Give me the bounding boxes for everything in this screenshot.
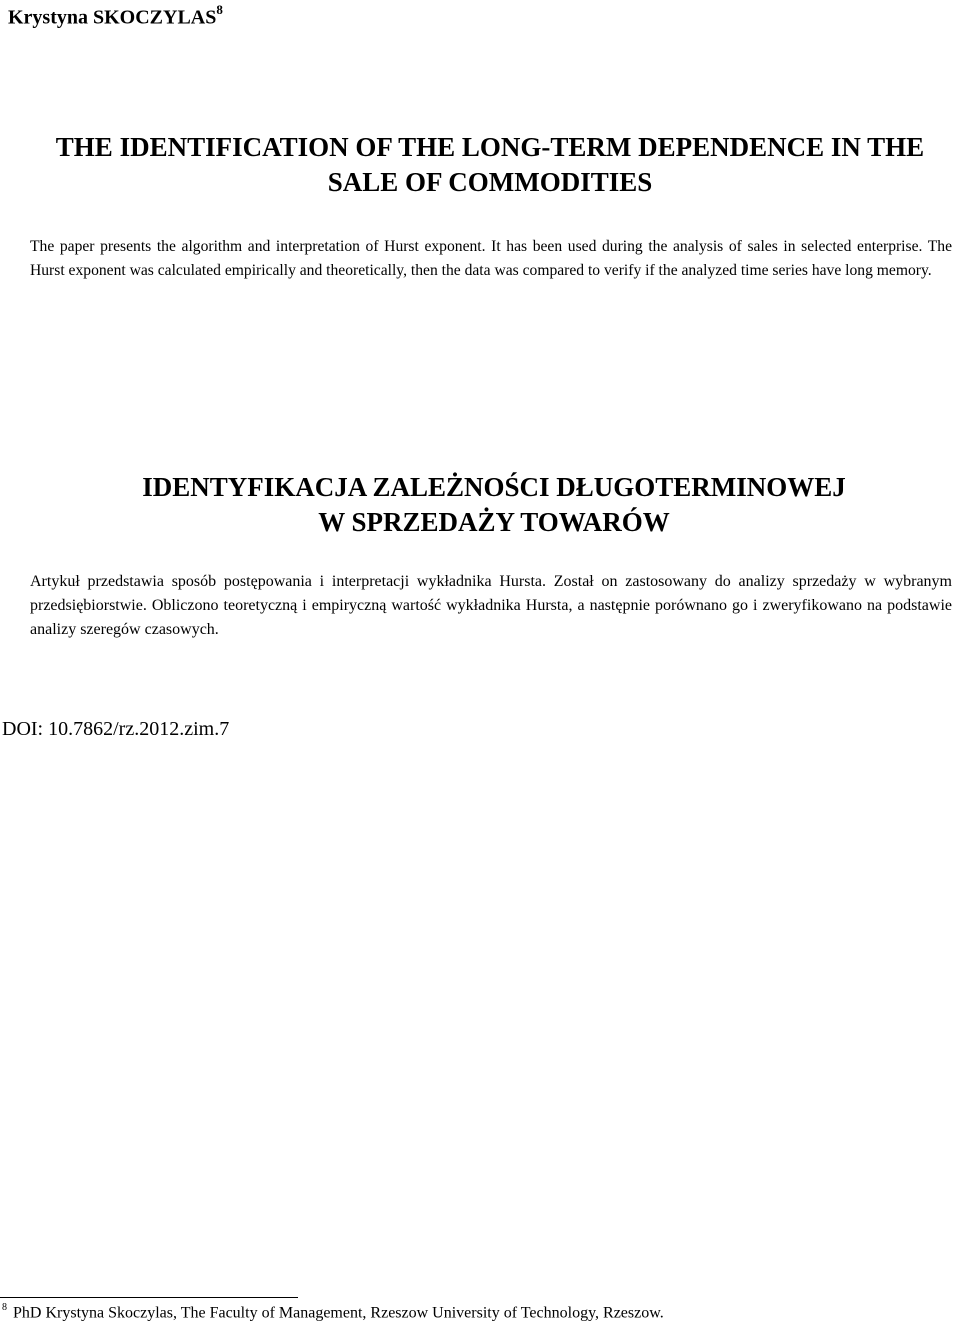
footnote-text: PhD Krystyna Skoczylas, The Faculty of Management, Rzeszow University of Technology, Rzeszow. [13,1304,664,1322]
polish-title-line-2: W SPRZEDAŻY TOWARÓW [318,507,670,537]
author-footnote-mark: 8 [216,2,223,17]
polish-abstract: Artykuł przedstawia sposób postępowania i interpretacji wykładnika Hursta. Został on zastosowany do analizy sprzedaży w wybranym przedsiębiorstwie. Obliczono teoretyczną i empiryczną wartość wykładnika Hursta, a następnie porównano go i zweryfikowano na podstawie analizy szeregów czasowych. [30,573,952,638]
footnote-divider [0,1297,298,1298]
footnote-mark: 8 [2,1302,7,1313]
footnote [2,1303,664,1322]
author-name [8,4,223,30]
english-title-line-2: SALE OF COMMODITIES [327,167,653,197]
english-title [10,130,960,200]
english-abstract: The paper presents the algorithm and interpretation of Hurst exponent. It has been used during the analysis of sales in selected enterprise. The Hurst exponent was calculated empirically and theoretically, then the data was compared to verify if the analyzed time series have long memory. [30,238,952,279]
polish-title [0,470,960,540]
polish-title-line-1: IDENTYFIKACJA ZALEŻNOŚCI DŁUGOTERMINOWEJ [142,472,846,502]
doi: DOI: 10.7862/rz.2012.zim.7 [2,718,230,740]
english-title-line-1: THE IDENTIFICATION OF THE LONG-TERM DEPENDENCE IN THE [55,132,925,162]
author-name-text: Krystyna SKOCZYLAS [8,6,217,29]
